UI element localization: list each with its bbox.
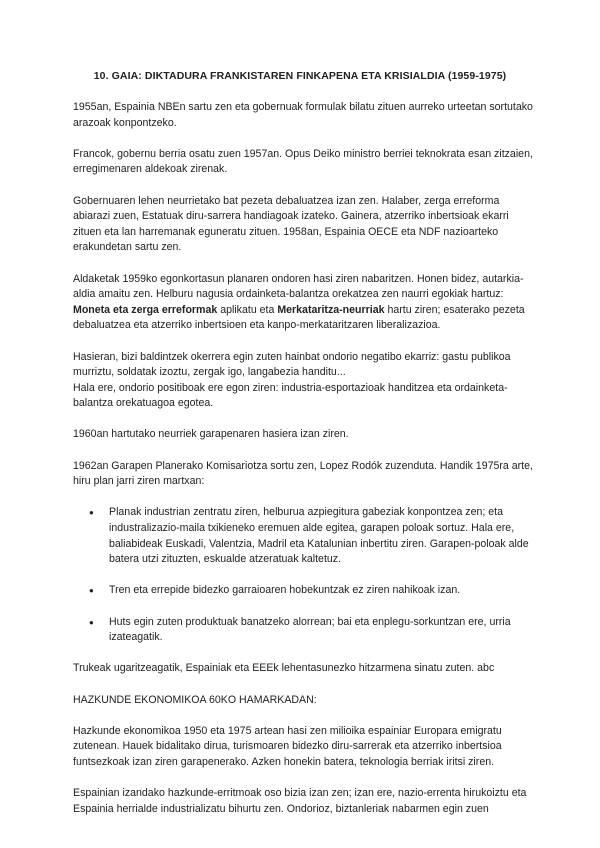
section-heading: HAZKUNDE EKONOMIKOA 60KO HAMARKADAN: xyxy=(73,693,317,706)
text-segment: Aldaketak 1959ko egonkortasun planaren ondoren hasi ziren nabaritzen. Honen bidez, autarkia-aldia amaitu zen. Helburu nagusia ordainketa-balantza orekatzea zen naurri egokiak hartuz: xyxy=(73,272,524,301)
document-body xyxy=(73,100,533,833)
paragraph-gobernu-berria: Francok, gobernu berria osatu zuen 1957an. Opus Deiko ministro berriei teknokrata esan zitzaien, erregimenaren aldekoak zirenak. xyxy=(73,147,533,176)
paragraph-garapen-planak: 1962an Garapen Planerako Komisariotza sortu zen, Lopez Rodók zuzenduta. Handik 1975ra arte, hiru plan jarri ziren martxan: xyxy=(73,459,533,488)
list-item: ● Tren eta errepide bidezko garraioaren hobekuntzak ez ziren nahikoak izan. xyxy=(109,583,533,599)
paragraph-hazkundea: Hazkunde ekonomikoa 1950 eta 1975 artean hasi zen milioika espainiar Europara emigratu zutenean. Hauek bidalitako dirua, turismoaren bidezko diru-sarrerak eta atzerriko inbertsioa funtsezkoak izan ziren garapenerako. Azken honekin batera, teknologia berriak iritsi ziren. xyxy=(73,724,502,768)
paragraph-erritmoa: Espainian izandako hazkunde-erritmoak oso bizia izan zen; izan ere, nazio-errenta hirukoiztu eta Espainia herrialde industrializatu bihurtu zen. Ondorioz, biztanleriak nabarmen egin zuen xyxy=(73,787,527,815)
bullet-list xyxy=(73,505,533,645)
paragraph-ondorio-positiboak: Hala ere, ondorio positiboak ere egon ziren: industria-esportazioak handitzea eta ordainketa-balantza orekatuagoa egotea. xyxy=(73,381,508,410)
paragraph-garapena: 1960an hartutako neurriek garapenaren hasiera izan ziren. xyxy=(73,428,349,441)
list-item: ● Planak industrian zentratu ziren, helburua azpiegitura gabeziak konpontzea zen; eta industralizazio-maila txikieneko eremuen alde egitea, garapen poloak sortuz. Hala ere, baliabideak Euskadi, Valentzia, Madril eta Katalunian inbertitu ziren. Garapen-poloak alde batera utzi zituzten, eskualde atzeratuak kaltetuz. xyxy=(109,505,533,567)
page-title: 10. GAIA: DIKTADURA FRANKISTAREN FINKAPENA ETA KRISIALDIA (1959-1975) xyxy=(93,70,507,82)
paragraph-trukeak: Trukeak ugaritzeagatik, Espainiak eta EEEk lehentasunezko hitzarmena sinatu zuten. abc xyxy=(73,662,495,675)
text-segment: aplikatu eta xyxy=(217,303,278,316)
paragraph-egonkortasun-plana xyxy=(73,272,533,334)
paragraph-ondorio-negatiboak: Hasieran, bizi baldintzek okerrera egin zuten hainbat ondorio negatibo ekarriz: gastu publikoa murriztu, soldatak izoztu, zergak igo, langabezia handitu... xyxy=(73,350,511,379)
paragraph-nbe: 1955an, Espainia NBEn sartu zen eta gobernuak formulak bilatu zituen aurreko urteetan sortutako arazoak konpontzeko. xyxy=(73,101,533,129)
bold-text: Moneta eta zerga erreformak xyxy=(73,303,218,316)
list-item: ● Huts egin zuten produktuak banatzeko alorrean; bai eta enplegu-sorkuntzan ere, urria izateagatik. xyxy=(109,615,533,646)
text-segment: hartu ziren; esaterako pezeta debaluatzea eta atzerriko inbertsioen eta kanpo-merkataritzaren liberalizazioa. xyxy=(73,303,525,332)
paragraph-neurriak: Gobernuaren lehen neurrietako bat pezeta debaluatzea izan zen. Halaber, zerga erreforma abiarazi zuen, Estatuak diru-sarrera handiagoak izateko. Gainera, atzerriko inbertsioak ekarri zituen eta lan harremanak eguneratu zituen. 1958an, Espainia OECE eta NDF nazioarteko erakundetan sartu zen. xyxy=(73,194,509,254)
bold-text: Merkataritza-neurriak xyxy=(277,303,385,316)
